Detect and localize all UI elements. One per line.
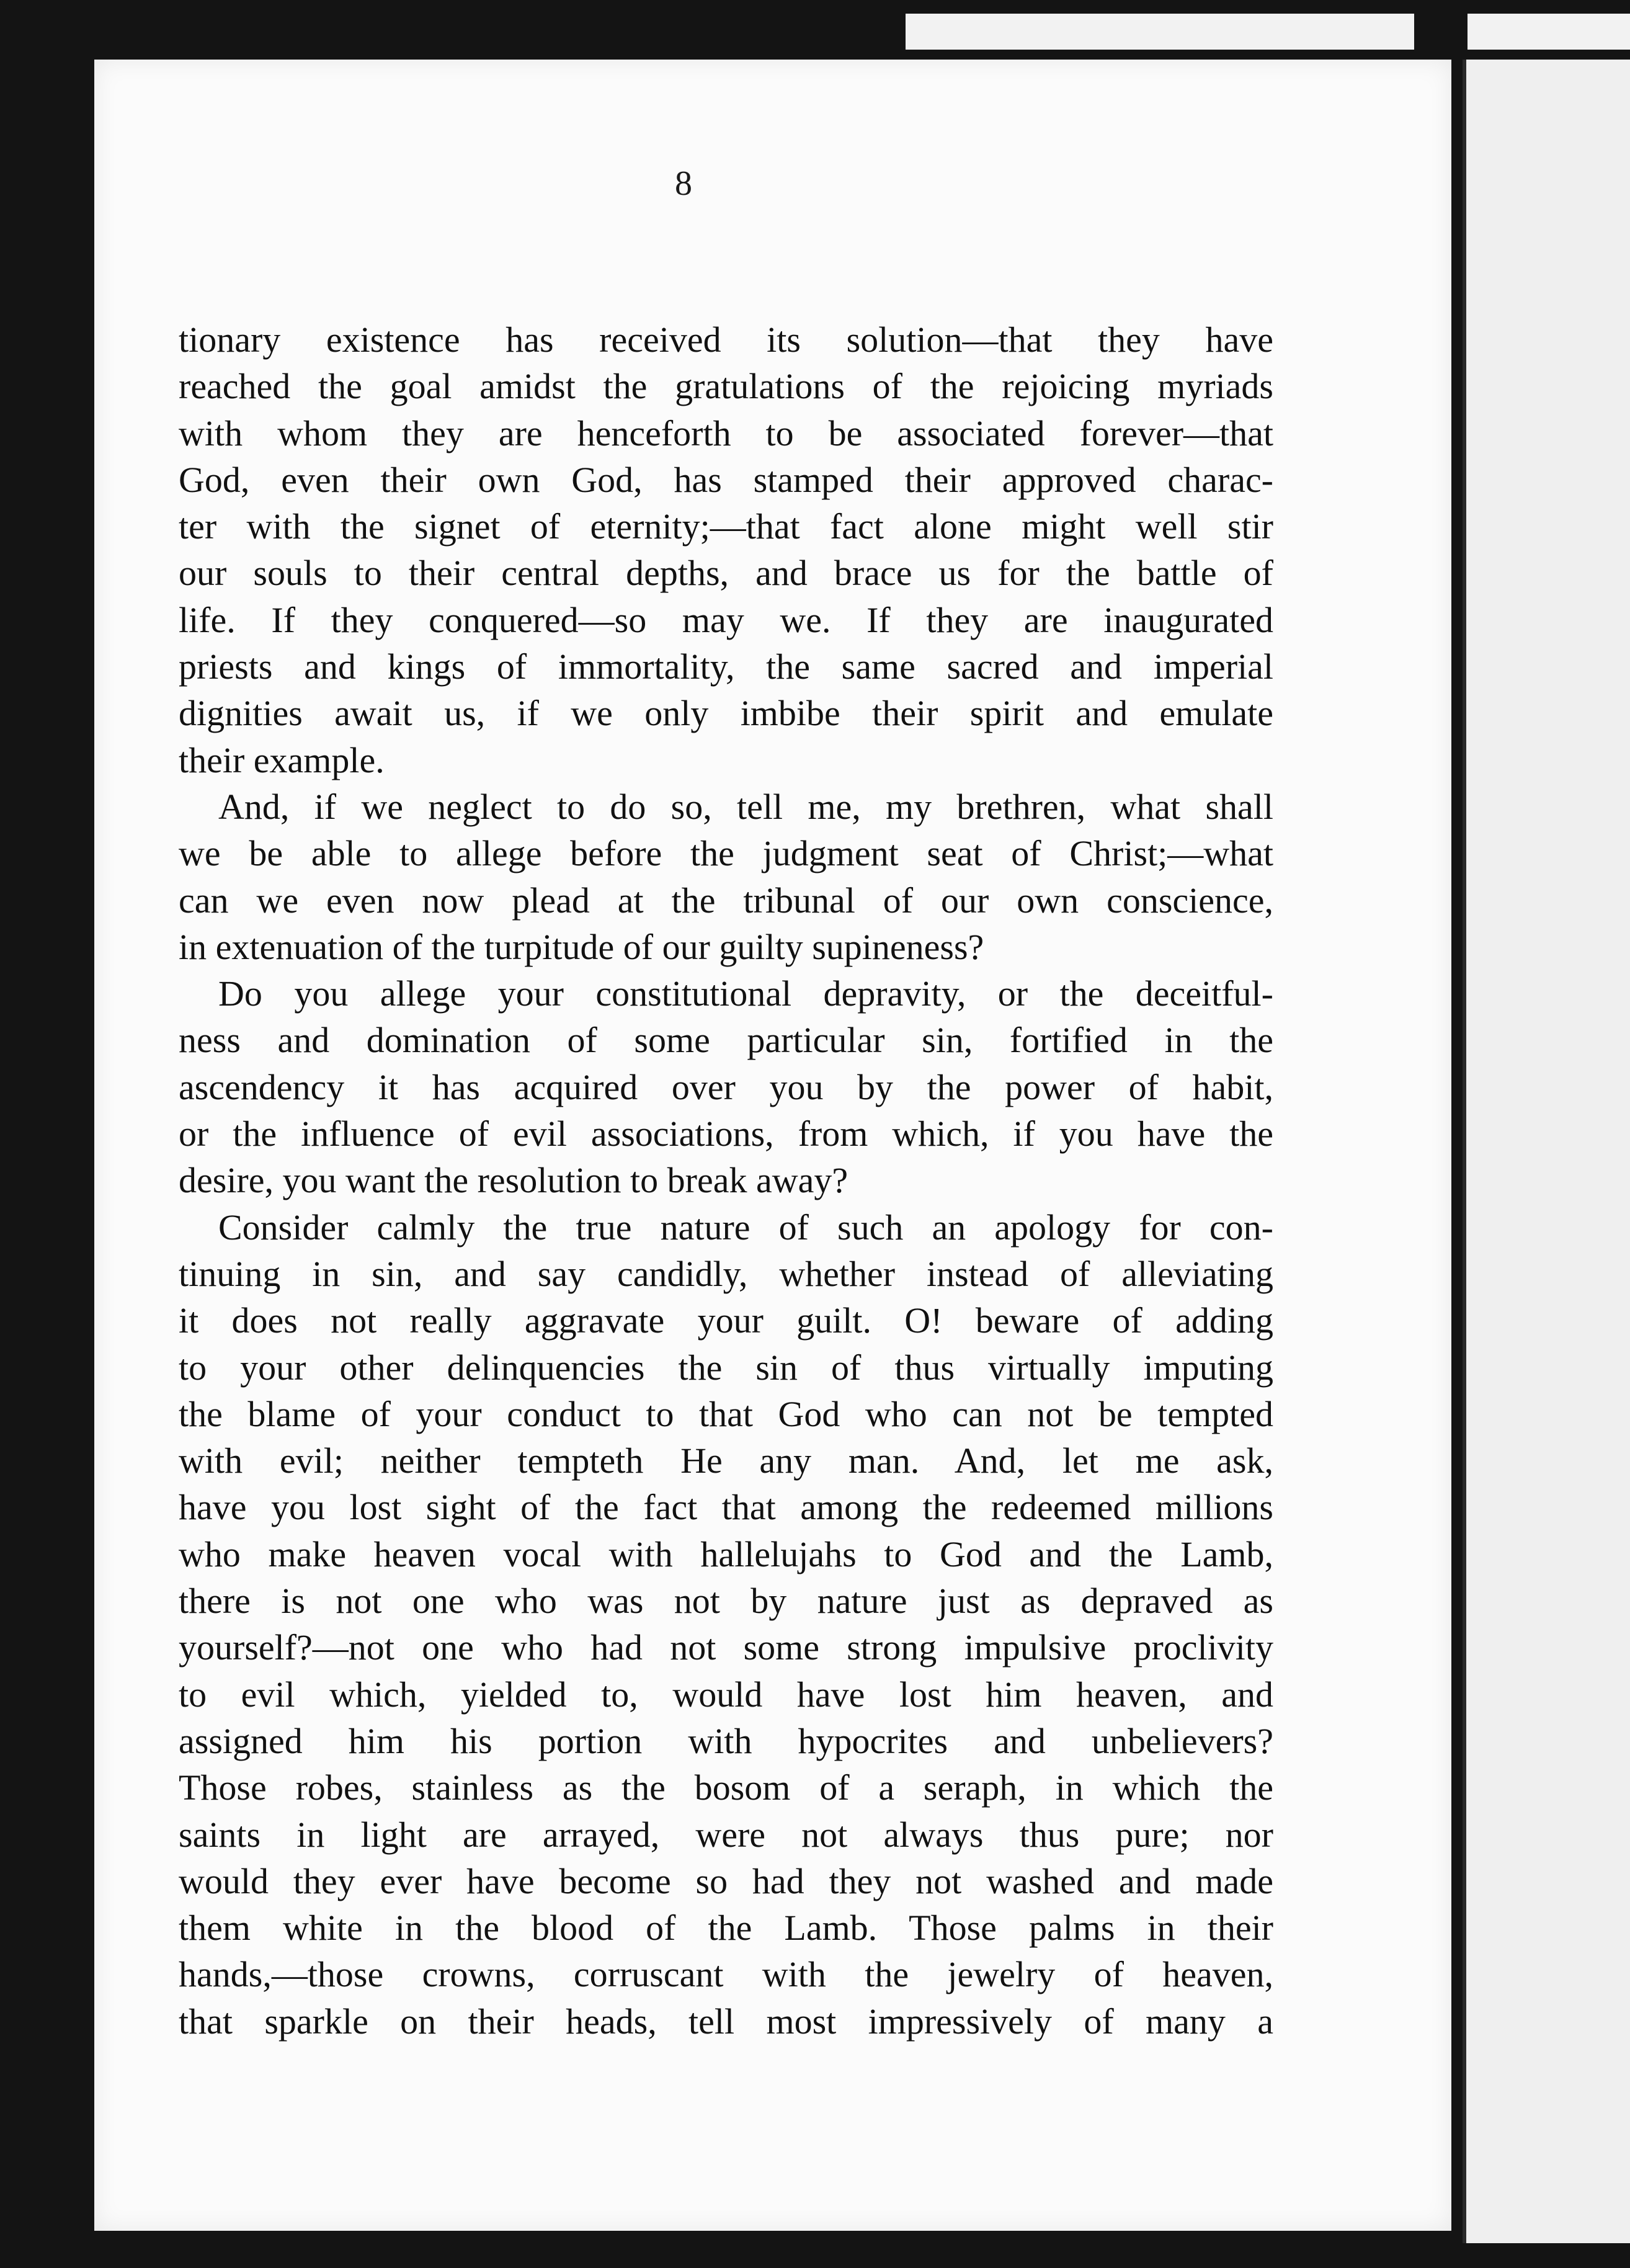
text-line: that sparkle on their heads, tell most impressively of many a (179, 2001, 1273, 2042)
text-line: who make heaven vocal with hallelujahs to God and the Lamb, (179, 1534, 1273, 1574)
text-line: And, if we neglect to do so, tell me, my brethren, what shall (218, 786, 1273, 827)
text-line: Consider calmly the true nature of such an apology for con- (218, 1207, 1273, 1248)
text-line: tinuing in sin, and say candidly, whether instead of alleviating (179, 1253, 1273, 1294)
text-line: or the influence of evil associations, from which, if you have the (179, 1114, 1273, 1154)
text-line: with whom they are henceforth to be associated forever—that (179, 413, 1273, 453)
text-line: dignities await us, if we only imbibe their spirit and emulate (179, 693, 1273, 734)
text-line: to your other delinquencies the sin of thus virtually imputing (179, 1347, 1273, 1388)
text-line: saints in light are arrayed, were not always thus pure; nor (179, 1814, 1273, 1855)
text-line: would they ever have become so had they not washed and made (179, 1860, 1273, 1901)
text-line: have you lost sight of the fact that among the redeemed millions (179, 1487, 1273, 1528)
text-line: assigned him his portion with hypocrites and unbelievers? (179, 1720, 1273, 1761)
text-line: to evil which, yielded to, would have lost him heaven, and (179, 1674, 1273, 1715)
text-line: hands,—those crowns, corruscant with the jewelry of heaven, (179, 1954, 1273, 1995)
facing-page-edge (1463, 60, 1630, 2243)
text-line: God, even their own God, has stamped their approved charac- (179, 459, 1273, 500)
text-line: their example. (179, 739, 385, 780)
text-line: it does not really aggravate your guilt. O! beware of adding (179, 1300, 1273, 1341)
text-line: ascendency it has acquired over you by the power of habit, (179, 1066, 1273, 1107)
text-line: yourself?—not one who had not some strong impulsive proclivity (179, 1627, 1273, 1668)
text-line: our souls to their central depths, and brace us for the battle of (179, 553, 1273, 594)
text-line: Those robes, stainless as the bosom of a seraph, in which the (179, 1767, 1273, 1808)
text-line: the blame of your conduct to that God who can not be tempted (179, 1393, 1273, 1434)
text-line: in extenuation of the turpitude of our guilty supineness? (179, 926, 984, 967)
text-line: Do you allege your constitutional depravity, or the deceitful- (218, 973, 1273, 1014)
text-line: priests and kings of immortality, the same sacred and imperial (179, 646, 1273, 687)
text-line: desire, you want the resolution to break away? (179, 1160, 848, 1201)
page-number: 8 (675, 164, 692, 203)
text-line: there is not one who was not by nature just as depraved as (179, 1581, 1273, 1622)
text-line: can we even now plead at the tribunal of our own conscience, (179, 880, 1273, 921)
text-line: with evil; neither tempteth He any man. And, let me ask, (179, 1440, 1273, 1481)
text-line: reached the goal amidst the gratulations of the rejoicing myriads (179, 366, 1273, 407)
body-text (179, 316, 1273, 2045)
text-line: ness and domination of some particular sin, fortified in the (179, 1020, 1273, 1061)
text-line: tionary existence has received its solution—that they have (179, 319, 1273, 360)
text-line: them white in the blood of the Lamb. Those palms in their (179, 1908, 1273, 1949)
text-line: we be able to allege before the judgment seat of Christ;—what (179, 833, 1273, 874)
scan-edge-strip (906, 14, 1630, 50)
text-line: ter with the signet of eternity;—that fact alone might well stir (179, 506, 1273, 547)
text-line: life. If they conquered—so may we. If they are inaugurated (179, 599, 1273, 640)
